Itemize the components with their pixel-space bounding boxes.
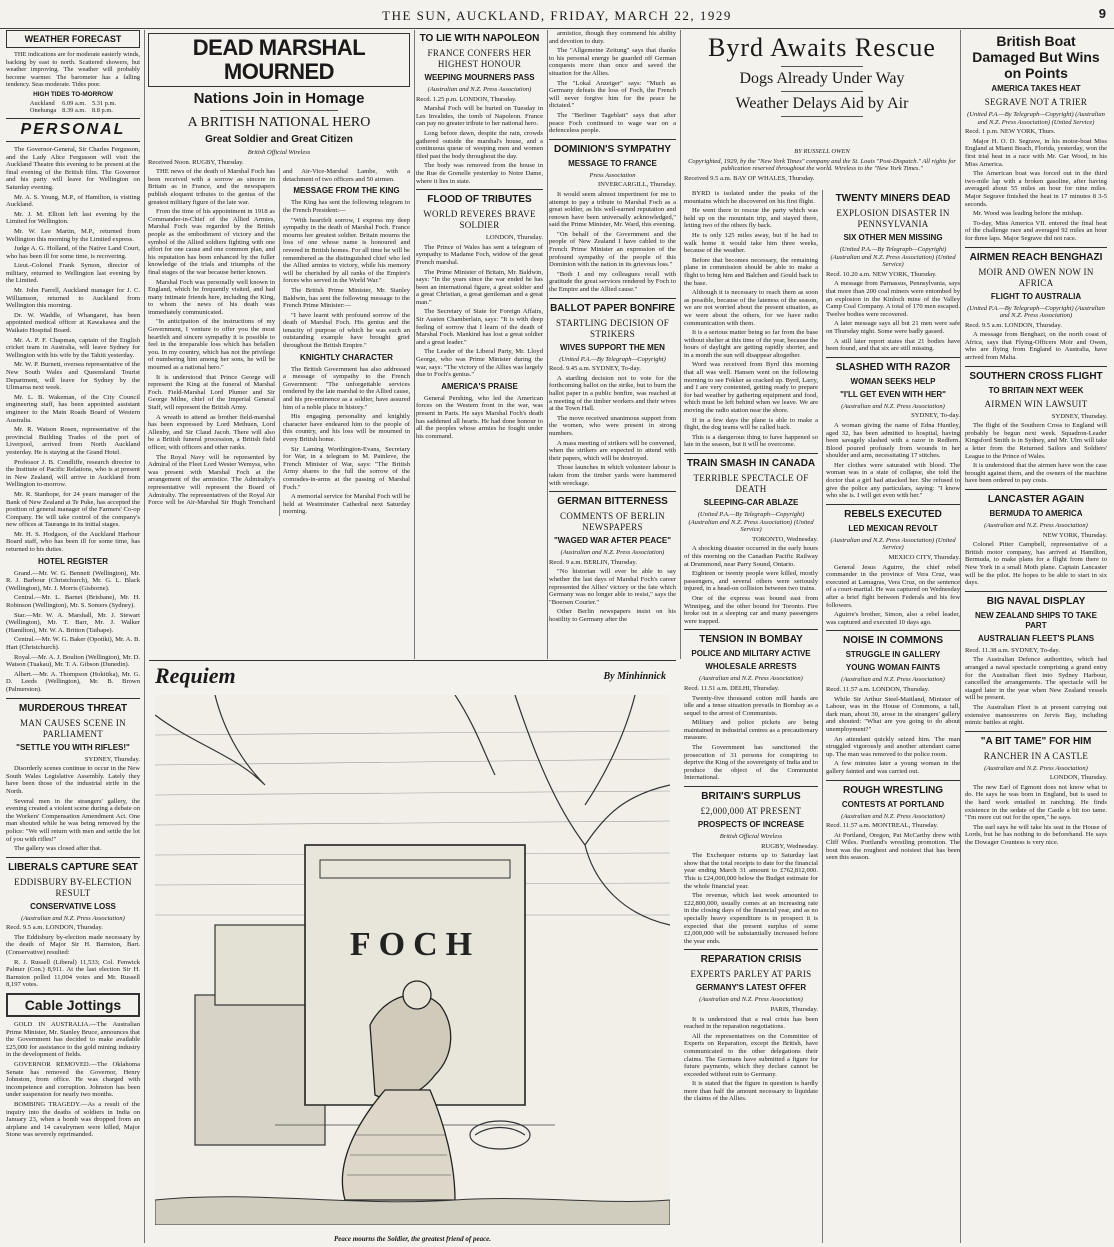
rebels-byline: (Australian and N.Z. Press Association) (United Service) — [830, 536, 956, 552]
paragraph: Eighteen or twenty people were killed, mostly passengers, and several others were seriously injured, in a head-on collision between two trains. — [684, 570, 818, 593]
americas-praise-body — [416, 395, 543, 441]
german-body — [549, 568, 676, 623]
hotel-body — [6, 570, 140, 694]
paragraph: The Royal Navy will be represented by Admiral of the Fleet Lord Wester Wemyss, who was present with Marshal Foch at the arrangement of the armistice. The Admiralty's representative will represent the Board of Admiralty. The representatives of the Royal Air Force will be Air-Marshal Sir Hugh Trenchard and Air-Vice-Marshal Lambe, with a detachment of two officers and 50 airmen. — [148, 168, 410, 507]
paragraph: Mr. R. Watson Rosen, representative of the provincial Building Trades of the port of Liverpool, arrived from North Auckland yesterday. He is staying at the Grand Hotel. — [6, 426, 140, 456]
cartoon-word-foch: FOCH — [349, 926, 481, 963]
boat-dateline: Recd. 1 p.m. NEW YORK, Thurs. — [965, 128, 1056, 136]
dominion-dateline: INVERCARGILL, Thursday. — [597, 181, 676, 189]
paragraph: A memorial service for Marshal Foch will be held at Westminster Cathedral next Saturday morning. — [283, 493, 410, 516]
flood-dateline: LONDON, Thursday. — [485, 234, 543, 242]
miners-dateline: Recd. 10.20 a.m. NEW YORK, Thursday. — [826, 270, 937, 278]
tide-cell: Onehunga — [29, 106, 57, 114]
train-body — [684, 545, 818, 625]
miners-subheading-2: SIX OTHER MEN MISSING — [843, 233, 943, 242]
surplus-body — [684, 852, 818, 945]
ballot-body — [549, 375, 676, 487]
personal-body — [6, 146, 140, 554]
paragraph: His engaging personality and knightly character have endeared him to the people of this country, and his loss will be mourned in every British home. — [283, 413, 410, 443]
paragraph: Several men in the strangers' gallery, the evening created a violent scene during a debate on the Workers' Compensation Amendment Act. One man shouted while he was being removed by the police: "We will return with men and settle the lot of you with rifles!" — [6, 797, 140, 843]
liberals-heading: LIBERALS CAPTURE SEAT — [8, 861, 138, 873]
paragraph: It would seem almost impertinent for me to attempt to pay a tribute to Marshal Foch as a great soldier, as his well-earned reputation and renown have been universally acknowledged," said the Prime Minister, Mr. Ward, this evening. — [549, 190, 676, 229]
paragraph: The new Earl of Egmont does not know what to do. He says he was born in England, but is used to the hard work entailed in ranching. He finds existence in the sedate of the Castle a bit too tame. "I'm more cut out for the open," he says. — [965, 783, 1107, 822]
tide-cell: 8.39 a.m. — [62, 106, 86, 114]
bit-tame-byline: (Australian and N.Z. Press Association) — [984, 764, 1088, 772]
weather-text: THE indications are for moderate easterly winds, backing by east to north. Scattered showers, but weather improving. The weather will probably become warmer. The barometer has a falling tendency. Seas moderate. Tides poor. — [6, 51, 140, 89]
liberals-subheading-2: CONSERVATIVE LOSS — [30, 901, 116, 911]
miners-body — [826, 280, 960, 352]
naval-dateline: Recd. 11.38 a.m. SYDNEY, To-day. — [965, 646, 1060, 654]
paragraph: Royal.—Mr. A. J. Boulton (Wellington), Mr. D. Watson (Tuakau), Mr. T. A. Gibson (Dunedin). — [6, 653, 140, 669]
ballot-dateline: Recd. 9.45 a.m. SYDNEY, To-day. — [549, 365, 641, 373]
noise-dateline: Recd. 11.57 a.m. LONDON, Thursday. — [826, 685, 930, 693]
paragraph: One of the express was bound east from Winnipeg, and the other bound for Toronto. Fire broke out in a sleeping car and many passengers were trapped. — [684, 594, 818, 625]
paragraph: "In anticipation of the instructions of my Government, I venture to offer you the most heartfelt and sincere sympathy it is possible to feel in the irreparable loss which has befallen you. In my country, which has not the privilege of numbering him among her sons, he will be mourned as a national hero." — [148, 318, 275, 372]
paragraph: The King has sent the following telegram to the French President:— — [283, 199, 410, 214]
paragraph: The "Allgemeine Zeitung" says that thanks to his personal energy he guarded off German conquests more than once and saved the situation for the Allies. — [549, 47, 676, 77]
murderous-dateline: SYDNEY, Thursday. — [84, 755, 140, 763]
cartoon-byline: By Minhinnick — [603, 671, 666, 682]
paragraph: All the representatives on the Committee of Experts on Reparation, except the British, have communicated to the other delegations their claims. The Germans have submitted a figure for future payments, which they declare cannot be exceeded without ruin to Germany. — [684, 1032, 818, 1078]
tide-row — [27, 100, 119, 107]
paragraph: The American boat was forced out in the third two-mile lap with a broken gasoline, after having averaged about 55 miles an hour for nine miles. Major Segrave finished the heat in 17 minutes 8 3-5 seconds. — [965, 170, 1107, 208]
paragraph: He went there to rescue the party which was held up on the mountain trip, and stayed there, letting two of the others fly back. — [684, 207, 818, 230]
lancaster-byline: (Australian and N.Z. Press Association) — [984, 522, 1088, 529]
paragraph: Grand.—Mr. W. G. Bennett (Wellington), Mr. R. J. Barbour (Christchurch), Mr. G. L. Black (Wellington), Mr. J. Morris (Gisborne). — [6, 569, 140, 592]
bombay-heading: TENSION IN BOMBAY — [699, 634, 803, 646]
byrd-subheadline: Dogs Already Under Way — [739, 70, 905, 87]
page-number: 9 — [1098, 6, 1106, 21]
paragraph: Mr. J. M. Elliott left last evening by the Limited for Wellington. — [6, 210, 140, 226]
paragraph: armistice, though they commend his ability and devotion to duty. — [549, 30, 676, 45]
bombay-subheading-2: WHOLESALE ARRESTS — [705, 662, 797, 672]
boat-byline: (United P.A.—By Telegraph—Copyright) (Australian and N.Z. Press Association) (United Service) — [967, 111, 1105, 126]
paragraph: A later message says all but 21 men were safe on Thursday night. Some were badly gassed. — [826, 320, 960, 335]
paragraph: The Australian Defence authorities, which had arranged a naval spectacle comprising a grand entry for the Australian fleet into Sydney Harbour, cancelled the arrangements. The spectacle will be staged later in the year when New Zealand vessels will be present. — [965, 656, 1107, 702]
paragraph: The Exchequer returns up to Saturday last show that the total receipts to date for the financial year ending March 31 amount to £762,812,000. This is £24,000,000 below the Budget estimate for the whole financial year. — [684, 852, 818, 890]
paragraph: Mr. A. S. Young, M.P., of Hamilton, is visiting Auckland. — [6, 193, 140, 209]
german-continued-body — [549, 30, 676, 135]
miners-subheading: EXPLOSION DISASTER IN PENNSYLVANIA — [836, 208, 950, 229]
cartoon-drawing — [155, 695, 670, 1225]
ballot-byline: (United P.A.—By Telegraph—Copyright) — [559, 355, 666, 363]
paragraph: The body was removed from the house in the Rue de Grenelle yesterday to Notre Dame, where it lies in state. — [416, 162, 543, 185]
cartoon-title: Requiem — [155, 663, 236, 688]
rebels-subheading: LED MEXICAN REVOLT — [848, 523, 938, 533]
flood-subheading: WORLD REVERES BRAVE SOLDIER — [423, 209, 536, 231]
paragraph: A wreath to attend as brother field-marshal has been expressed by Lord Methuen, Lord Allenby, and Sir Claud Jacob. There will also be a British funeral procession, a British field officer, with officers and other ranks. — [148, 413, 275, 451]
paragraph: He is only 125 miles away, but if he had to walk home it would take him three weeks, because of the weather. — [684, 231, 818, 255]
paragraph: An attendant quickly seized him. The man struggled vigorously and another attendant came up. The man was removed to the police room. — [826, 735, 960, 758]
tides-heading: HIGH TIDES TO-MORROW — [33, 90, 113, 98]
paragraph: The British Government has also addressed a message of sympathy to the French Government: "The unforgettable services rendered by the late marshal to the Allied cause, and his pre-eminence as a soldier, have assured him of a noble place in history." — [283, 365, 410, 411]
paragraph: Long before dawn, despite the rain, crowds gathered outside the marshal's house, and a continuous queue of weeping men and women filed past the body throughout the day. — [416, 129, 543, 160]
byrd-byline: BY RUSSELL OWEN — [794, 148, 850, 155]
noise-subheading: STRUGGLE IN GALLERY — [845, 650, 941, 660]
paragraph: The earl says he will take his seat in the House of Lords, but he has nothing to do beforehand. He says the Dowager Countess is very nice. — [965, 823, 1107, 847]
ballot-subheading: STARTLING DECISION OF STRIKERS — [555, 317, 670, 339]
german-subheading: COMMENTS OF BERLIN NEWSPAPERS — [560, 511, 665, 533]
boat-body — [965, 138, 1107, 243]
paragraph: THE news of the death of Marshal Foch has been received with a sorrow as sincere in Britain as in France, and the newspapers publish eloquent tributes to the genius of the greatest military figure of the late war. — [148, 168, 275, 206]
byrd-dateline: Received 9.5 a.m. BAY OF WHALES, Thursday. — [684, 174, 815, 182]
tide-cell: 5.31 p.m. — [91, 99, 117, 107]
paragraph: Marshal Foch was personally well known in England, which he frequently visited, and had many intimate friends here, including the King, to whom the news of his death was immediately communicated. — [148, 278, 275, 316]
weather-heading: WEATHER FORECAST — [6, 30, 140, 48]
weather-body — [6, 51, 140, 89]
cable-jottings-body — [6, 1021, 140, 1139]
paragraph: Other Berlin newspapers insist on his hostility to Germany after the — [549, 608, 676, 623]
paragraph: The British Prime Minister, Mr. Stanley Baldwin, has sent the following message to the French Prime Minister:— — [283, 286, 410, 310]
rough-body — [826, 832, 960, 862]
noise-byline: (Australian and N.Z. Press Association) — [841, 676, 945, 684]
paragraph: Those launches in which volunteer labour is taken from the timber yards were hammered with wreckage. — [549, 464, 676, 487]
paragraph: A few minutes later a young woman in the gallery fainted and was carried out. — [826, 760, 960, 775]
rebels-body — [826, 564, 960, 627]
rough-heading: ROUGH WRESTLING — [843, 784, 943, 796]
column-5b — [826, 190, 960, 1243]
paragraph: The flight of the Southern Cross to England will probably be begun next week. Squadron-Leader Kingsford Smith is in Sydney, and Mr. Ulm will take a letter from the Returned Sailors and Soldiers' League to the Prince of Wales. — [965, 422, 1107, 460]
paragraph: From the time of his appointment in 1918 as Commander-in-Chief of the Allied Armies, Marshal Foch was regarded by the British people as the embodiment of victory and the symbol of the Allied soldiers fighting with one effort for one cause and one common plan, and his reputation has been enhanced by the fuller knowledge of the trials and triumphs of the final stages of the war because better known. — [148, 208, 275, 276]
paragraph: While Sir Arthur Steel-Maitland, Minister of Labour, was in the House of Commons, a tall, dark man, about 30, arose in the strangers' gallery and shouted: "What are you going to do about unemployment?" — [826, 695, 960, 733]
dominion-byline: Press Association — [589, 171, 636, 179]
paragraph: Dr. W. Waddle, of Whangarei, has been appointed medical officer at Kawakawa and the Waikato Hospital Board. — [6, 311, 140, 335]
paragraph: The Leader of the Liberal Party, Mr. Lloyd George, who was Prime Minister during the war, says: "The victory of the Allies was largely due to Foch's genius." — [416, 348, 543, 379]
paragraph: GOVERNOR REMOVED.—The Oklahoma Senate has removed the Governor, Henry Johnston, from office. He was charged with incompetence and corruption. Johnston has been under suspension for nearly two months. — [6, 1061, 140, 1099]
train-subheading-2: SLEEPING-CAR ABLAZE — [703, 498, 799, 507]
column-4 — [549, 30, 681, 659]
paragraph: The Government has sanctioned the prosecution of 31 persons for conspiring to deprive the King of the sovereignty of India and to produce the object of the Communist International. — [684, 744, 818, 782]
king-message-heading: MESSAGE FROM THE KING — [293, 186, 400, 196]
paragraph: The Governor-General, Sir Charles Fergusson, and the Lady Alice Fergusson will visit the Auckland Theatre this evening to be present at the final evening of the British film. The Governor and his party will leave for Wellington on Saturday evening. — [6, 145, 140, 191]
paragraph: It is stated that the figure in question is hardly more than half the amount necessary to liquidate the claims of the Allies. — [684, 1080, 818, 1103]
tides-table — [27, 100, 119, 114]
paragraph: Colonel Pitter Campbell, representative of a British motor company, has arrived at Hamilton, Bermuda, to make plans for a flight from there to New York in a small Moth plane. Captain Lancaster will be the pilot. He hopes to be able to start in six days. — [965, 541, 1107, 587]
paragraph: Marshal Foch will be buried on Tuesday in Les Invalides, the tomb of Napoleon. France can pay no greater tribute to her national hero. — [416, 105, 543, 128]
southern-cross-heading: SOUTHERN CROSS FLIGHT — [969, 370, 1103, 382]
liberals-dateline: Recd. 9.5 a.m. LONDON, Thursday. — [6, 924, 103, 932]
column-3 — [416, 30, 548, 659]
paragraph: Lieut.-Colonel Frank Symon, director of military, returned to Wellington last evening by the Limited. — [6, 262, 140, 285]
southern-cross-body — [965, 422, 1107, 485]
paragraph: Mr. John Farrell, Auckland manager for J. C. Williamson, returned to Auckland from Wellington this morning. — [6, 287, 140, 310]
southern-cross-subheading-2: AIRMEN WIN LAWSUIT — [984, 398, 1088, 409]
surplus-byline: British Official Wireless — [719, 833, 783, 841]
reparation-body — [684, 1016, 818, 1104]
slashed-body — [826, 422, 960, 500]
dominion-heading: DOMINION'S SYMPATHY — [553, 143, 671, 155]
murderous-body — [6, 765, 140, 853]
foch-headline: DEAD MARSHAL MOURNED — [148, 33, 410, 87]
bombay-dateline: Recd. 11.51 a.m. DELHI, Thursday. — [684, 684, 780, 692]
ballot-subheading-2: WIVES SUPPORT THE MEN — [560, 342, 665, 352]
paragraph: The gallery was closed after that. — [14, 845, 102, 853]
paragraph: Word was received from Byrd this morning that all was well. Hansen went on the following morning to see Fokker as cracked up. Byrd, Larry, and I are very contented, getting ready to prepare for bad weather by gathering equipment and food, which must be left behind when we leave. We are moving the radio station near the shore. — [684, 361, 818, 415]
paragraph: The "Lokal Anzeiger" says: "Much as Germany defeats the loss of Foch, the French will never forgive him for the peace he dictated." — [549, 79, 676, 110]
paragraph: It is a serious matter being so far from the base without shelter at this time of the year, because the hours of daylight are getting rapidly shorter, and in a month the sun will disappear altogether. — [684, 329, 818, 359]
paragraph: A shocking disaster occurred in the early hours of this morning on the Canadian Pacific Railway at Drummond, near Parry Sound, Ontario. — [684, 545, 818, 568]
paragraph: Although it is necessary to reach them as soon as possible, because of the lateness of the season, we are not worried about the present situation, as we were about the others, for we have radio communication with them. — [684, 289, 818, 327]
napoleon-subheading-2: WEEPING MOURNERS PASS — [424, 73, 535, 82]
rough-subheading: CONTESTS AT PORTLAND — [841, 799, 945, 809]
slashed-byline: (Australian and N.Z. Press Association) — [841, 402, 945, 410]
boat-subheading: AMERICA TAKES HEAT — [991, 84, 1081, 93]
knightly-heading: KNIGHTLY CHARACTER — [300, 352, 393, 362]
foch-subheadline: Nations Join in Homage — [193, 90, 365, 107]
slashed-subheading-2: "I'LL GET EVEN WITH HER" — [840, 389, 946, 399]
byrd-body — [684, 190, 818, 449]
surplus-subheading: £2,000,000 AT PRESENT — [700, 806, 802, 817]
column-5a — [684, 190, 823, 1243]
paragraph: GOLD IN AUSTRALIA.—The Australian Prime Minister, Mr. Stanley Bruce, announces that the Government has decided to make available £25,000 for assistance to the gold mining industry in the development of fields. — [6, 1021, 140, 1059]
personal-heading: PERSONAL — [6, 118, 140, 142]
miners-byline: (United P.A.—By Telegraph—Copyright) (Australian and N.Z. Press Association) (United Service) — [830, 246, 956, 269]
byrd-headline: Byrd Awaits Rescue — [708, 33, 936, 62]
dominion-body — [549, 191, 676, 294]
paragraph: General Pershing, who led the American forces on the Western front in the war, was present in Paris. He says Marshal Foch's death has saddened all hearts. He had done honour to all the peoples whose armies he fought under his command. — [416, 394, 543, 440]
liberals-body — [6, 934, 140, 989]
naval-heading: BIG NAVAL DISPLAY — [986, 595, 1086, 607]
paragraph: Mr. Wood was leading before the mishap. — [973, 210, 1083, 218]
napoleon-subheading: FRANCE CONFERS HER HIGHEST HONOUR — [427, 48, 532, 69]
paragraph: A still later report states that 21 bodies have been found, and that six are still missing. — [826, 337, 960, 353]
paragraph: BYRD is isolated under the peaks of the mountains which he discovered on his first flight. — [684, 190, 818, 205]
naval-body — [965, 656, 1107, 726]
paragraph: Mr. W. P. Burnett, oversea representative of the New South Wales and Queensland Tourist Department, will leave for Sydney by the Ulimaroa next week. — [6, 361, 140, 392]
paragraph: The Secretary of State for Foreign Affairs, Sir Austen Chamberlain, says: "It is with deep feeling of sorrow that I learn of the death of Marshal Foch. Mankind has lost a great soldier and a great leader." — [416, 308, 543, 346]
paragraph: Her clothes were saturated with blood. The woman was in a state of collapse, she told the doctor that a girl had attacked her. She refused to give the police any particulars, saying: "I know who she is. I will get even with her." — [826, 461, 960, 500]
foch-subheadline-2: A BRITISH NATIONAL HERO — [187, 115, 371, 130]
german-subheading-2: "WAGED WAR AFTER PEACE" — [553, 536, 672, 546]
rough-dateline: Recd. 11.57 a.m. MONTREAL, Thursday. — [826, 822, 939, 830]
paragraph: Judge A. G. Holland, of the Native Land Court, who has been ill for some time, is recovering. — [6, 245, 140, 260]
paragraph: A message from Parnassus, Pennsylvania, says that more than 200 coal miners were entombed by an explosion in the Kinloch mine of the Valley Camp Coal Company. A total of 170 men escaped. Twelve bodies were recovered. — [826, 280, 960, 318]
americas-praise-heading: AMERICA'S PRAISE — [441, 381, 518, 391]
paragraph: "Both I and my colleagues recall with gratitude the great services rendered by Foch to the Empire and the Allied cause." — [549, 270, 676, 294]
airmen-subheading-2: FLIGHT TO AUSTRALIA — [990, 291, 1082, 301]
paragraph: It is understood that a real crisis has been reached in the reparation negotiations. — [684, 1015, 818, 1031]
paragraph: The revenue, which last week amounted to £22,800,000, usually comes at an increasing rate in the closing days of the financial year, and as no specially heavy expenditure is in prospect it is expected that the present surplus of some £2,000,000 will be substantially increased before the year ends. — [684, 892, 818, 945]
bit-tame-subheading: RANCHER IN A CASTLE — [983, 750, 1089, 761]
paragraph: "With heartfelt sorrow, I express my deep sympathy in the death of Marshal Foch. France mourns her greatest soldier. Britain mourns the loss of one whose name is honoured and revered in British homes. For all time he will be remembered as the distinguished chief who led the Allied armies to victory, while his memory will be cherished by all ranks of the Empire's forces who served in the World War." — [283, 216, 410, 285]
slashed-dateline: SYDNEY, To-day. — [911, 412, 960, 420]
murderous-heading: MURDEROUS THREAT — [18, 702, 128, 714]
napoleon-heading: TO LIE WITH NAPOLEON — [419, 33, 540, 44]
hotel-heading: HOTEL REGISTER — [37, 556, 109, 566]
paragraph: Before that becomes necessary, the remaining plane in commission should be able to make a flight to bring him and Balchen and Gould back to the base. — [684, 256, 818, 287]
paragraph: It is understood that the airmen have won the case brought against them, and the owners of the machine have been ordered to pay costs. — [965, 462, 1107, 485]
german-byline: (Australian and N.Z. Press Association) — [560, 549, 665, 557]
paragraph: The move received unanimous support from the women, who were present in strong numbers. — [549, 414, 676, 437]
paragraph: At Portland, Oregon, Pat McCarthy drew with Cliff Wiles. Portland's wrestling promotion. The bout was the roughest and noisiest that has been seen this season. — [826, 831, 960, 862]
slashed-subheading: WOMAN SEEKS HELP — [850, 376, 936, 386]
paragraph: The Prime Minister of Britain, Mr. Baldwin, says: "In the years since the war ended he has been an international figure, a great soldier and a great Christian, a great gentleman and a great man." — [416, 268, 543, 306]
reparation-subheading: EXPERTS PARLEY AT PARIS — [690, 969, 812, 980]
masthead — [0, 0, 1114, 29]
paragraph: Major H. O. D. Segrave, in his motor-boat Miss England at Miami Beach, Florida, yesterday, won the first trial heat in a race with Mr. Gar Wood, in his Miss America. — [965, 137, 1107, 168]
bit-tame-body — [965, 784, 1107, 847]
boat-subheading-2: SEGRAVE NOT A TRIER — [984, 97, 1088, 107]
paragraph: Sir Laming Worthington-Evans, Secretary for War, in a telegram to M. Painleve, the French Minister of War, says: "The British Army shares to the full the sorrow of the comrades-in-arms at the passing of Marshal Foch." — [283, 445, 410, 491]
paragraph: Military and police pickets are being maintained in industrial centres as a precautionary measure. — [684, 719, 818, 742]
column-1 — [6, 30, 145, 1243]
paragraph: Aguirre's brother, Simon, also a rebel leader, was captured and executed 10 days ago. — [826, 611, 960, 626]
surplus-dateline: RUGBY, Wednesday. — [761, 842, 818, 850]
lancaster-subheading: BERMUDA TO AMERICA — [989, 509, 1083, 518]
rough-byline: (Australian and N.Z. Press Association) — [841, 812, 945, 820]
liberals-subheading: EDDISBURY BY-ELECTION RESULT — [14, 876, 132, 898]
german-dateline: Recd. 9 a.m. BERLIN, Thursday. — [549, 558, 637, 566]
foch-subheadline-3: Great Soldier and Great Citizen — [205, 134, 353, 145]
paragraph: Mr. A. P. F. Chapman, captain of the English cricket team in Australia, will leave Sydney for Wellington with his wife by the Tahiti yesterday. — [6, 336, 140, 359]
byrd-copyright: Copyrighted, 1929, by the "New York Times" company and the St. Louis "Post-Dispatch." All rights for publication reserved throughout the world. Wireless to the "New York Times." — [688, 157, 956, 173]
lancaster-body — [965, 541, 1107, 587]
column-5 — [684, 30, 961, 1243]
paragraph: The "Berliner Tageblatt" says that after peace Foch continued to wage war on a defenceless people. — [549, 111, 676, 135]
noise-body — [826, 696, 960, 776]
reparation-byline: (Australian and N.Z. Press Association) — [699, 996, 803, 1004]
column-6 — [965, 30, 1107, 1243]
paragraph: Central.—Mr. W. G. Baker (Opotiki), Mr. A. B. Hart (Christchurch). — [6, 636, 140, 651]
noise-heading: NOISE IN COMMONS — [842, 635, 943, 647]
paragraph: A message from Benghazi, on the north coast of Africa, says that Flying-Officers Moir and Owen, who are flying from England to Australia, have arrived from Malta. — [965, 331, 1107, 362]
paragraph: Star.—Mr. W. A. Marshall, Mr. J. Stewart (Wellington), Mr. T. Barr, Mr. J. Walker (Hamilton), Mr. W. A. Britton (Taihape). — [6, 611, 140, 634]
paragraph: Mr. W. Lee Martin, M.P., returned from Wellington this morning by the Limited express. — [6, 227, 140, 243]
liberals-byline: (Australian and N.Z. Press Association) — [21, 914, 125, 922]
miners-heading: TWENTY MINERS DEAD — [835, 193, 951, 204]
paragraph: Mr. H. S. Hodgson, of the Auckland Harbour Board staff, who has been ill for some time, has returned to his duties. — [6, 530, 140, 554]
requiem-cartoon — [149, 660, 676, 1243]
bombay-byline: (Australian and N.Z. Press Association) — [699, 675, 803, 683]
naval-subheading: NEW ZEALAND SHIPS TO TAKE PART — [975, 610, 1097, 630]
paragraph: This is a dangerous thing to have happened so late in the season, but it will be overcome. — [684, 433, 818, 449]
train-subheading: TERRIBLE SPECTACLE OF DEATH — [693, 473, 809, 494]
paragraph: R. J. Russell (Liberal) 11,533; Col. Fenwick Palmer (Con.) 8,911. At the last election Sir H. Barnston polled 11,004 votes and Mr. Russell 8,197 votes. — [6, 958, 140, 989]
paragraph: If in a few days the plane is able to make a flight, the dog teams will be called back. — [684, 416, 818, 432]
napoleon-byline: (Australian and N.Z. Press Association) — [427, 86, 532, 93]
paragraph: Twenty-five thousand cotton mill hands are idle and a tense situation prevails in Bombay as a sequel to the arrest of Communists. — [684, 694, 818, 717]
napoleon-dateline: Recd. 1.25 p.m. LONDON, Thursday. — [416, 95, 517, 103]
surplus-subheading-2: PROSPECTS OF INCREASE — [697, 820, 805, 830]
cartoon-caption: Peace mourns the Soldier, the greatest friend of peace. — [333, 1235, 492, 1243]
bombay-subheading: POLICE AND MILITARY ACTIVE — [691, 649, 811, 659]
flood-heading: FLOOD OF TRIBUTES — [427, 194, 532, 206]
napoleon-body — [416, 105, 543, 185]
paragraph: BOMBING TRAGEDY.—As a result of the inquiry into the deaths of soldiers in India on January 23, when a bomb was dropped from an airplane and 14 cavalrymen were killed, Major Stone was severely reprimanded. — [6, 1100, 140, 1139]
lancaster-heading: LANCASTER AGAIN — [987, 494, 1085, 505]
column-2 — [148, 30, 415, 659]
paragraph: Albert.—Mr. A. Thompson (Hokitika), Mr. G. D. Leeds (Wellington), Mr. B. Brown (Palmerston). — [6, 670, 140, 693]
paragraph: General Jesus Aguirre, the chief rebel commander in the province of Vera Cruz, was executed at Lamagras, Vera Cruz, on the sentence of a court-martial. He was captured on Wednesday after a brief fight between Federals and his few followers. — [826, 563, 960, 609]
train-dateline: TORONTO, Wednesday. — [752, 535, 818, 543]
paragraph: A mass meeting of strikers will be convened, when the strikers are expected to attend with their papers, which will be destroyed. — [549, 439, 676, 462]
airmen-body — [965, 331, 1107, 361]
noise-subheading-2: YOUNG WOMAN FAINTS — [845, 663, 941, 673]
paragraph: The Prince of Wales has sent a telegram of sympathy to Madame Foch, widow of the great French marshal. — [416, 243, 543, 266]
paragraph: The Eddisbury by-election made necessary by the death of Major Sir H. Barnston, Bart. (Conservative) resulted: — [6, 933, 140, 957]
cable-jottings-heading: Cable Jottings — [6, 993, 140, 1017]
murderous-quote: "SETTLE YOU WITH RIFLES!" — [16, 742, 130, 752]
foch-body — [148, 168, 410, 516]
paragraph: Mr. L. B. Wakeman, of the City Council engineering staff, has been appointed assistant engineer to the Main Roads Board of Western Australia. — [6, 393, 140, 424]
surplus-heading: BRITAIN'S SURPLUS — [701, 791, 801, 803]
slashed-heading: SLASHED WITH RAZOR — [835, 361, 951, 373]
paragraph: A woman giving the name of Edna Huntley, aged 32, has been admitted to hospital, having been savagely slashed with a razor in Redfern. Blood poured profusely from wounds in her shoulder and arm, necessitating 17 stitches. — [826, 421, 960, 460]
train-heading: TRAIN SMASH IN CANADA — [686, 458, 816, 469]
paragraph: Disorderly scenes continue to occur in the New South Wales Legislative Assembly. Lately they have been those of the industrial strife in the North. — [6, 765, 140, 795]
tide-cell: 8.8 p.m. — [91, 106, 113, 114]
byrd-subheadline-2: Weather Delays Aid by Air — [735, 95, 909, 112]
paragraph: "No historian will ever be able to say whether the last days of Marshal Foch's career represented the Allies' victory or the fate which Germany was no longer able to resist," says the "Boersen Courier." — [549, 568, 676, 606]
reparation-heading: REPARATION CRISIS — [700, 954, 802, 966]
paragraph: "On behalf of the Government and the people of New Zealand I have cabled to the French Prime Minister an expression of the profound sympathy of the people of this Dominion with the nation in its grievous loss." — [549, 230, 676, 269]
paragraph: Central.—Mr. L. Barnet (Brisbane), Mr. H. Robinson (Wellington), Mr. S. Somers (Sydney). — [6, 594, 140, 610]
german-heading: GERMAN BITTERNESS — [557, 496, 668, 508]
foch-dateline: Received Noon. RUGBY, Thursday. — [148, 158, 244, 166]
ballot-heading: BALLOT PAPER BONFIRE — [550, 302, 675, 314]
reparation-dateline: PARIS, Thursday. — [770, 1005, 818, 1013]
tide-cell: Auckland — [29, 99, 55, 107]
airmen-heading: AIRMEN REACH BENGHAZI — [969, 251, 1103, 263]
boat-headline: British Boat Damaged But Wins on Points — [972, 33, 1100, 81]
foch-byline: British Official Wireless — [247, 149, 311, 156]
paragraph: A startling decision not to vote for the forthcoming ballot on the strike, but to burn the ballot paper in a public bonfire, was reached at a meeting of the timber workers and their wives at the Town Hall. — [549, 374, 676, 413]
masthead-title: THE SUN, AUCKLAND, FRIDAY, MARCH 22, 1929 — [382, 8, 732, 23]
lancaster-dateline: NEW YORK, Thursday. — [1042, 531, 1107, 539]
dominion-subheading: MESSAGE TO FRANCE — [568, 158, 657, 168]
paragraph: Mr. R. Stanhope, for 24 years manager of the Bank of New Zealand at Te Puke, has accepted the position of general manager of the Farmers' Co-op Company. He will take control of the company's new offices at Tauranga in its initial stages. — [6, 490, 140, 529]
airmen-subheading: MOIR AND OWEN NOW IN AFRICA — [978, 266, 1094, 288]
naval-subheading-2: AUSTRALIAN FLEET'S PLANS — [977, 633, 1095, 643]
flood-body — [416, 244, 543, 379]
paragraph: "I have learnt with profound sorrow of the death of Marshal Foch. His genius and the tenacity of purpose of which he was such an outstanding example have brought grief throughout the British Empire." — [283, 311, 410, 350]
southern-cross-dateline: SYDNEY, Thursday. — [1051, 412, 1107, 420]
bombay-body — [684, 695, 818, 783]
rebels-heading: REBELS EXECUTED — [844, 508, 942, 520]
rebels-dateline: MEXICO CITY, Thursday. — [888, 554, 960, 562]
paragraph: It is understood that Prince George will represent the King at the funeral of Marshal Foch. Field-Marshal Lord Plumer and Sir George Milne, chief of the Imperial General Staff, will represent the British Army. — [148, 373, 275, 411]
tide-cell: 6.09 a.m. — [62, 99, 86, 107]
tide-row — [27, 107, 119, 114]
southern-cross-subheading: TO BRITAIN NEXT WEEK — [988, 385, 1084, 395]
reparation-subheading-2: GERMANY'S LATEST OFFER — [695, 983, 807, 993]
bit-tame-heading: "A BIT TAME" FOR HIM — [980, 735, 1092, 747]
paragraph: To-day, Miss America VII. entered the final heat of the challenge race and averaged 92 miles an hour for three laps. Major Segrave did not race. — [965, 219, 1107, 242]
murderous-subheading: MAN CAUSES SCENE IN PARLIAMENT — [20, 717, 126, 739]
airmen-byline: (United P.A.—By Telegraph—Copyright) (Australian and N.Z. Press Association) — [967, 304, 1105, 320]
paragraph: Professor J. B. Condliffe, research director to the Institute of Pacific Relations, who is at present in New Zealand, will arrive in Auckland from Wellington to-morrow. — [6, 458, 140, 489]
bit-tame-dateline: LONDON, Thursday. — [1049, 774, 1107, 782]
airmen-dateline: Recd. 9.5 a.m. LONDON, Thursday. — [965, 321, 1062, 329]
train-byline: (United P.A.—By Telegraph—Copyright) (Australian and N.Z. Press Association) (United Service) — [688, 511, 814, 534]
paragraph: The Australian Fleet is at present carrying out extensive manoeuvres on Jervis Bay, including mimic battles at night. — [965, 703, 1107, 727]
